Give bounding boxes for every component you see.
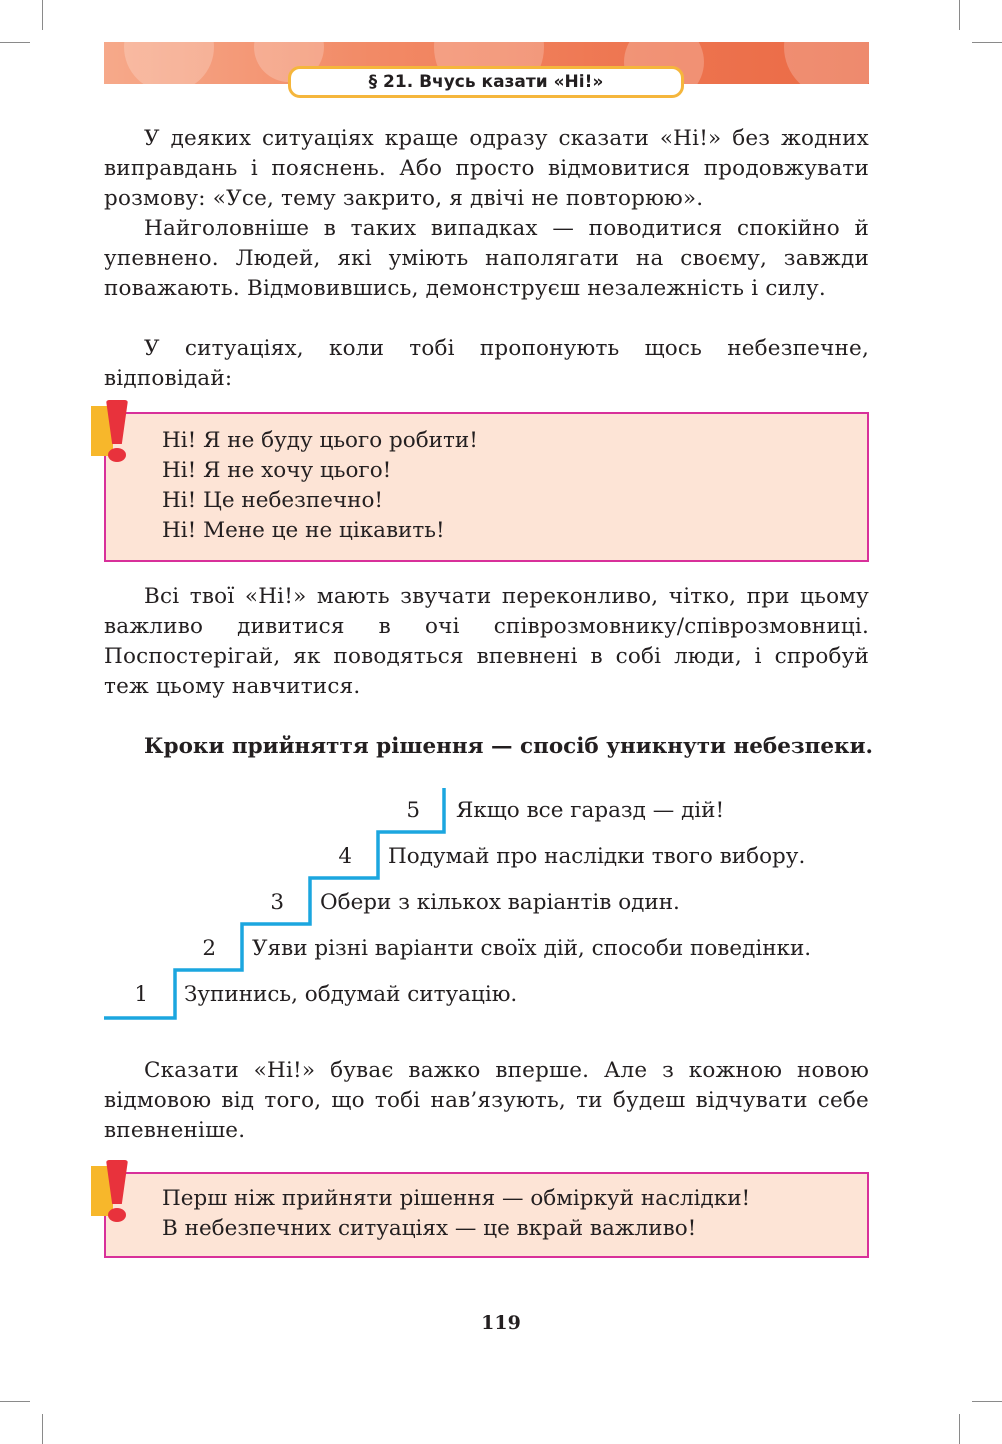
warning-line: Ні! Я не буду цього робити!	[162, 428, 478, 453]
paragraph-text: Найголовніше в таких випадках — поводитися спокійно й упевнено. Людей, які уміють наполягати на своєму, завжди поважають. Відмовившись, демонструєш незалежність і силу.	[104, 216, 869, 301]
paragraph	[104, 582, 869, 702]
crop-mark	[972, 1401, 1002, 1402]
section-title: § 21. Вчусь казати «Ні!»	[288, 66, 684, 98]
exclamation-dot	[108, 448, 126, 462]
warning-lines	[162, 1184, 750, 1244]
warning-line: Ні! Це небезпечно!	[162, 488, 384, 513]
step-number: 5	[406, 798, 420, 823]
exclamation-dot	[108, 1208, 126, 1222]
warning-line: Ні! Мене це не цікавить!	[162, 518, 445, 543]
crop-mark	[42, 0, 43, 30]
warning-line: Ні! Я не хочу цього!	[162, 458, 392, 483]
step-number: 2	[202, 936, 216, 961]
banner-decor	[124, 42, 214, 84]
warning-box	[104, 412, 869, 562]
steps-heading: Кроки прийняття рішення — спосіб уникнути небезпеки.	[144, 734, 874, 759]
paragraph-text: Всі твої «Ні!» мають звучати переконливо, чітко, при цьому важливо дивитися в очі співрозмовнику/співрозмовниці. Поспостерігай, як поводяться впевнені в собі люди, і спробуй теж цьому навчитися.	[104, 584, 869, 699]
crop-mark	[959, 0, 960, 30]
step-text: Подумай про наслідки твого вибору.	[388, 844, 806, 869]
step-text: Зупинись, обдумай ситуацію.	[184, 982, 518, 1007]
paragraph-text: Сказати «Ні!» буває важко вперше. Але з кожною новою відмовою від того, що тобі нав’язують, ти будеш відчувати себе впевненіше.	[104, 1058, 869, 1143]
paragraph-text: У деяких ситуаціях краще одразу сказати «Ні!» без жодних виправдань і пояснень. Або просто відмовитися продовжувати розмову: «Усе, тему закрито, я двічі не повторюю».	[104, 126, 869, 211]
warning-lines	[162, 426, 478, 546]
warning-box	[104, 1172, 869, 1258]
paragraph	[104, 334, 869, 394]
paragraph-text: У ситуаціях, коли тобі пропонують щось небезпечне, відповідай:	[104, 336, 869, 391]
paragraph	[104, 1056, 869, 1146]
crop-mark	[42, 1414, 43, 1444]
crop-mark	[0, 1401, 30, 1402]
page-number: 119	[481, 1312, 521, 1334]
crop-mark	[959, 1414, 960, 1444]
warning-line: В небезпечних ситуаціях — це вкрай важливо!	[162, 1216, 697, 1241]
paragraph	[104, 214, 869, 304]
banner-decor	[784, 42, 869, 84]
crop-mark	[0, 42, 30, 43]
step-text: Обери з кількох варіантів один.	[320, 890, 680, 915]
step-number: 3	[270, 890, 284, 915]
paragraph	[104, 124, 869, 214]
warning-line: Перш ніж прийняти рішення — обміркуй наслідки!	[162, 1186, 751, 1211]
step-number: 4	[338, 844, 352, 869]
step-text: Якщо все гаразд — дій!	[456, 798, 725, 823]
step-text: Уяви різні варіанти своїх дій, способи поведінки.	[252, 936, 812, 961]
crop-mark	[972, 42, 1002, 43]
step-number: 1	[134, 982, 148, 1007]
